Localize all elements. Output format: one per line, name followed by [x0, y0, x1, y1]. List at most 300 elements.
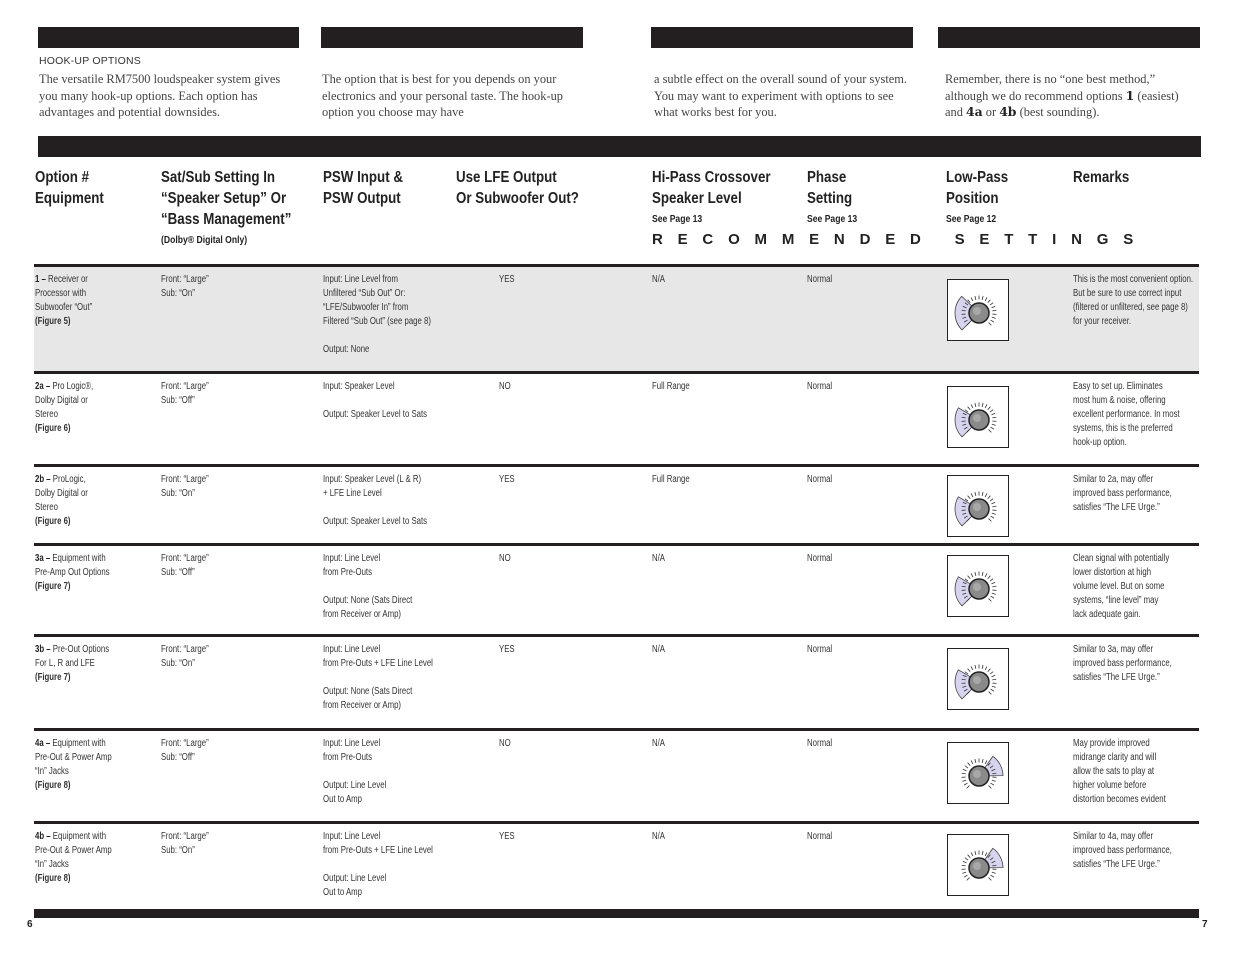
option-line — [35, 737, 112, 751]
remarks-cell-line: This is the most convenient option. — [1073, 274, 1194, 285]
knob-tick — [991, 502, 995, 504]
intro-text: or — [982, 105, 1000, 119]
footer-bar — [34, 909, 1199, 918]
lowpass-knob-diagram — [947, 742, 1009, 804]
header-text: Sat/Sub Setting In — [161, 169, 276, 186]
equipment-text: “In” Jacks — [35, 766, 69, 777]
psw-cell-line — [323, 580, 412, 594]
satsub-cell — [161, 830, 209, 858]
remarks-cell — [1073, 552, 1169, 622]
knob-tick — [982, 665, 983, 669]
satsub-cell-line: Front: “Large” — [161, 474, 209, 485]
satsub-cell — [161, 473, 209, 501]
knob-tick — [989, 430, 992, 433]
satsub-cell-line: Front: “Large” — [161, 553, 209, 564]
intro-col-4 — [945, 71, 1190, 121]
header-text: “Bass Management” — [161, 211, 292, 228]
intro-col-3: a subtle effect on the overall sound of your system. You may want to experiment with options to see what works best for you. — [654, 72, 908, 119]
knob-tick — [988, 669, 991, 672]
option-id: 3a – — [35, 553, 51, 564]
knob-tick — [971, 760, 973, 764]
psw-cell-line: Out to Amp — [323, 794, 363, 805]
figure-ref: (Figure 6) — [35, 423, 71, 434]
header-satsub — [161, 167, 291, 247]
phase-cell: Normal — [807, 831, 833, 842]
header-text: PSW Output — [323, 190, 401, 207]
knob-tick — [992, 310, 996, 311]
knob-tick — [985, 297, 987, 301]
knob-tick — [971, 493, 973, 497]
option-id: 2a – — [35, 381, 51, 392]
psw-cell-line: Filtered “Sub Out” (see page 8) — [323, 316, 431, 327]
phase-cell: Normal — [807, 738, 833, 749]
psw-cell-line: Output: None — [323, 344, 370, 355]
option-ref: 1 — [1125, 87, 1135, 103]
equipment-text: Subwoofer “Out” — [35, 302, 93, 313]
psw-cell — [323, 643, 433, 713]
psw-cell-line: Input: Line Level from — [323, 274, 399, 285]
remarks-cell-line: But be sure to use correct input — [1073, 288, 1182, 299]
psw-cell-line: from Pre-Outs + LFE Line Level — [323, 845, 433, 856]
psw-cell-line: + LFE Line Level — [323, 488, 382, 499]
option-cell — [35, 552, 110, 594]
knob-tick — [968, 496, 971, 499]
remarks-cell-line: Similar to 3a, may offer — [1073, 644, 1154, 655]
option-cell — [35, 830, 112, 886]
header-text: Speaker Level — [652, 190, 742, 207]
lfe-cell: YES — [499, 644, 515, 655]
header-text: Use LFE Output — [456, 169, 557, 186]
equipment-text: Processor with — [35, 288, 87, 299]
knob-tick — [967, 878, 970, 881]
knob-tick — [989, 878, 992, 881]
option-line — [35, 552, 110, 566]
psw-cell — [323, 552, 412, 622]
psw-cell-line: Output: Line Level — [323, 780, 387, 791]
lowpass-knob-diagram — [947, 648, 1009, 710]
remarks-cell — [1073, 830, 1172, 872]
knob-tick — [985, 404, 987, 408]
satsub-cell — [161, 273, 209, 301]
knob-tick — [962, 780, 966, 781]
figure-ref: (Figure 7) — [35, 581, 71, 592]
satsub-cell-line: Sub: “On” — [161, 288, 195, 299]
satsub-cell-line: Front: “Large” — [161, 644, 209, 655]
remarks-cell — [1073, 643, 1172, 685]
phase-cell: Normal — [807, 381, 833, 392]
psw-cell-line — [323, 671, 433, 685]
lowpass-knob-graphic — [948, 649, 1007, 708]
satsub-cell-line: Front: “Large” — [161, 738, 209, 749]
header-phase — [807, 167, 857, 226]
knob-tick — [962, 872, 966, 873]
psw-cell-line: “LFE/Subwoofer In” from — [323, 302, 409, 313]
satsub-cell-line: Sub: “Off” — [161, 752, 195, 763]
row-divider — [34, 821, 1199, 824]
knob-tick — [985, 666, 987, 670]
header-note: See Page 12 — [946, 214, 997, 225]
knob-tick — [975, 665, 976, 669]
option-id: 1 – — [35, 274, 46, 285]
header-bar-2 — [321, 27, 583, 48]
equipment-text: “In” Jacks — [35, 859, 69, 870]
knob-highlight — [973, 414, 981, 422]
option-id: 4b – — [35, 831, 51, 842]
knob-tick — [991, 783, 994, 785]
header-note: See Page 13 — [807, 214, 858, 225]
knob-tick — [982, 759, 983, 763]
header-bar-3 — [651, 27, 913, 48]
lowpass-knob-diagram — [947, 555, 1009, 617]
psw-cell-line: from Receiver or Amp) — [323, 700, 402, 711]
knob-tick — [971, 297, 973, 301]
phase-cell: Normal — [807, 644, 833, 655]
knob-tick — [971, 573, 973, 577]
remarks-cell-line: Similar to 2a, may offer — [1073, 474, 1154, 485]
psw-cell-line: Output: None (Sats Direct — [323, 595, 413, 606]
header-hipass — [652, 167, 771, 226]
equipment-text: Stereo — [35, 502, 58, 513]
header-text: Low-Pass — [946, 169, 1009, 186]
knob-tick — [989, 323, 992, 326]
remarks-cell-line: Clean signal with potentially — [1073, 553, 1170, 564]
remarks-cell-line: Easy to set up. Eliminates — [1073, 381, 1163, 392]
hipass-cell: Full Range — [652, 381, 690, 392]
phase-cell: Normal — [807, 274, 833, 285]
header-text: Phase — [807, 169, 847, 186]
hipass-cell: N/A — [652, 644, 666, 655]
remarks-cell-line: most hum & noise, offering — [1073, 395, 1166, 406]
option-cell — [35, 643, 109, 685]
psw-cell — [323, 473, 427, 529]
option-line — [35, 273, 92, 287]
intro-text: Remember, there is no “one best method,” although we do recommend options — [945, 72, 1156, 103]
psw-cell-line: Input: Speaker Level — [323, 381, 395, 392]
option-cell — [35, 737, 112, 793]
knob-tick — [988, 300, 991, 303]
header-text: Or Subwoofer Out? — [456, 190, 579, 207]
knob-tick — [985, 573, 987, 577]
knob-tick — [967, 786, 970, 789]
knob-tick — [990, 410, 993, 412]
psw-cell-line: Output: Line Level — [323, 873, 387, 884]
psw-cell — [323, 273, 431, 357]
hipass-cell: N/A — [652, 553, 666, 564]
psw-cell-line: Unfiltered “Sub Out” Or: — [323, 288, 406, 299]
header-text: Remarks — [1073, 169, 1130, 186]
knob-tick — [963, 861, 967, 863]
remarks-cell-line: volume level. But on some — [1073, 581, 1165, 592]
remarks-cell-line: higher volume before — [1073, 780, 1147, 791]
knob-tick — [991, 689, 994, 691]
hipass-cell: N/A — [652, 738, 666, 749]
equipment-text: Equipment with — [52, 553, 106, 564]
equipment-text: Equipment with — [52, 831, 107, 842]
remarks-cell — [1073, 380, 1180, 450]
psw-cell-line: Out to Amp — [323, 887, 363, 898]
hipass-cell: N/A — [652, 274, 666, 285]
equipment-text: Pro Logic®, — [52, 381, 94, 392]
knob-tick — [968, 407, 971, 410]
psw-cell-line: Output: Speaker Level to Sats — [323, 409, 428, 420]
figure-ref: (Figure 8) — [35, 873, 71, 884]
lowpass-knob-diagram — [947, 279, 1009, 341]
lowpass-knob-diagram — [947, 386, 1009, 448]
equipment-text: For L, R and LFE — [35, 658, 95, 669]
intro-text: (best sounding). — [1016, 105, 1100, 119]
remarks-cell-line: improved bass performance, — [1073, 845, 1172, 856]
remarks-cell-line: lack adequate gain. — [1073, 609, 1141, 620]
psw-cell — [323, 830, 433, 900]
knob-tick — [991, 427, 994, 429]
header-note: (Dolby® Digital Only) — [161, 235, 248, 246]
knob-tick — [991, 413, 995, 415]
remarks-cell-line: excellent performance. In most — [1073, 409, 1180, 420]
knob-tick — [985, 852, 987, 856]
psw-cell-line: Output: None (Sats Direct — [323, 686, 413, 697]
knob-tick — [968, 763, 971, 766]
table-title-bar — [38, 136, 1201, 157]
header-text: Position — [946, 190, 999, 207]
knob-tick — [992, 513, 996, 514]
satsub-cell-line: Sub: “On” — [161, 488, 195, 499]
knob-highlight — [973, 862, 981, 870]
knob-tick — [989, 786, 992, 789]
lowpass-knob-diagram — [947, 834, 1009, 896]
knob-tick — [975, 492, 976, 496]
knob-tick — [992, 424, 996, 425]
knob-tick — [992, 593, 996, 594]
knob-tick — [992, 780, 996, 781]
knob-tick — [971, 852, 973, 856]
psw-cell-line: from Receiver or Amp) — [323, 609, 402, 620]
header-text: Equipment — [35, 190, 104, 207]
header-bar-1 — [38, 27, 299, 48]
knob-tick — [992, 317, 996, 318]
intro-col-1: The versatile RM7500 loudspeaker system gives you many hook-up options. Each option has advantages and potential downsides. — [39, 72, 281, 119]
knob-tick — [982, 403, 983, 407]
psw-cell-line: Input: Speaker Level (L & R) — [323, 474, 422, 485]
knob-tick — [991, 516, 994, 518]
row-divider — [34, 543, 1199, 546]
header-text: Hi-Pass Crossover — [652, 169, 771, 186]
knob-tick — [963, 769, 967, 771]
knob-tick — [971, 404, 973, 408]
option-id: 4a – — [35, 738, 51, 749]
knob-tick — [975, 572, 976, 576]
hipass-cell: N/A — [652, 831, 666, 842]
knob-tick — [991, 675, 995, 677]
equipment-text: Receiver or — [48, 274, 88, 285]
knob-tick — [991, 582, 995, 584]
option-line — [35, 643, 109, 657]
lfe-cell: NO — [499, 381, 511, 392]
phase-cell: Normal — [807, 474, 833, 485]
knob-tick — [985, 760, 987, 764]
remarks-cell — [1073, 737, 1166, 807]
satsub-cell-line: Front: “Large” — [161, 831, 209, 842]
knob-tick — [992, 417, 996, 418]
psw-cell-line: from Pre-Outs + LFE Line Level — [323, 658, 433, 669]
knob-tick — [992, 679, 996, 680]
remarks-cell-line: midrange clarity and will — [1073, 752, 1157, 763]
equipment-text: Pre-Out & Power Amp — [35, 752, 112, 763]
psw-cell-line — [323, 858, 433, 872]
lfe-cell: NO — [499, 738, 511, 749]
intro-col-2: The option that is best for you depends on your electronics and your personal taste. The hook-up option you choose may have — [322, 72, 563, 119]
lowpass-knob-graphic — [948, 387, 1007, 446]
option-cell — [35, 273, 92, 329]
header-text: PSW Input & — [323, 169, 403, 186]
knob-tick — [992, 872, 996, 873]
satsub-cell-line: Sub: “On” — [161, 845, 195, 856]
remarks-cell-line: (filtered or unfiltered, see page 8) — [1073, 302, 1188, 313]
remarks-cell-line: improved bass performance, — [1073, 488, 1172, 499]
header-note: See Page 13 — [652, 214, 703, 225]
lfe-cell: YES — [499, 474, 515, 485]
remarks-cell-line: allow the sats to play at — [1073, 766, 1155, 777]
remarks-cell — [1073, 273, 1193, 329]
remarks-cell-line: systems, this is the preferred — [1073, 423, 1173, 434]
psw-cell-line — [323, 329, 431, 343]
knob-tick — [975, 403, 976, 407]
knob-tick — [965, 766, 968, 768]
satsub-cell-line: Sub: “Off” — [161, 567, 195, 578]
psw-cell-line: Input: Line Level — [323, 831, 381, 842]
hipass-cell: Full Range — [652, 474, 690, 485]
knob-highlight — [973, 307, 981, 315]
satsub-cell-line: Front: “Large” — [161, 274, 209, 285]
knob-tick — [971, 666, 973, 670]
knob-tick — [982, 851, 983, 855]
option-line — [35, 473, 88, 487]
option-ref: 4a — [966, 104, 983, 119]
equipment-text: Pre-Amp Out Options — [35, 567, 110, 578]
row-highlight — [34, 267, 1199, 371]
figure-ref: (Figure 8) — [35, 780, 71, 791]
option-line — [35, 380, 93, 394]
remarks-cell-line: distortion becomes evident — [1073, 794, 1166, 805]
knob-tick — [990, 303, 993, 305]
knob-tick — [989, 519, 992, 522]
knob-tick — [992, 586, 996, 587]
knob-tick — [975, 759, 976, 763]
option-id: 2b – — [35, 474, 51, 485]
knob-highlight — [973, 770, 981, 778]
section-label: HOOK-UP OPTIONS — [39, 55, 141, 67]
psw-cell-line — [323, 765, 386, 779]
figure-ref: (Figure 5) — [35, 316, 71, 327]
header-bar-4 — [938, 27, 1200, 48]
header-text: Option # — [35, 169, 90, 186]
lowpass-knob-graphic — [948, 835, 1007, 894]
lfe-cell: YES — [499, 274, 515, 285]
option-cell — [35, 473, 88, 529]
lfe-cell: YES — [499, 831, 515, 842]
knob-highlight — [973, 676, 981, 684]
header-psw — [323, 167, 403, 209]
psw-cell-line — [323, 394, 427, 408]
knob-tick — [992, 506, 996, 507]
option-cell — [35, 380, 93, 436]
remarks-cell-line: satisfies “The LFE Urge.” — [1073, 672, 1160, 683]
equipment-text: Pre-Out Options — [52, 644, 110, 655]
knob-tick — [991, 320, 994, 322]
psw-cell — [323, 737, 386, 807]
knob-tick — [990, 499, 993, 501]
knob-highlight — [973, 583, 981, 591]
remarks-cell-line: hook-up option. — [1073, 437, 1127, 448]
remarks-cell-line: satisfies “The LFE Urge.” — [1073, 502, 1160, 513]
equipment-text: Pre-Out & Power Amp — [35, 845, 112, 856]
knob-tick — [975, 851, 976, 855]
psw-cell-line: Input: Line Level — [323, 553, 381, 564]
remarks-cell-line: May provide improved — [1073, 738, 1150, 749]
lowpass-knob-graphic — [948, 280, 1007, 339]
knob-tick — [990, 672, 993, 674]
remarks-cell-line: Similar to 4a, may offer — [1073, 831, 1154, 842]
lowpass-knob-graphic — [948, 476, 1007, 535]
knob-tick — [962, 865, 966, 866]
knob-tick — [982, 492, 983, 496]
header-text: “Speaker Setup” Or — [161, 190, 287, 207]
page-number-left: 6 — [27, 919, 33, 930]
option-ref: 4b — [999, 104, 1017, 119]
psw-cell-line: from Pre-Outs — [323, 567, 372, 578]
satsub-cell-line: Sub: “On” — [161, 658, 195, 669]
knob-tick — [991, 875, 994, 877]
equipment-text: Dolby Digital or — [35, 395, 88, 406]
intro-text: (easiest) and — [945, 88, 1179, 119]
satsub-cell-line: Front: “Large” — [161, 381, 209, 392]
knob-tick — [991, 306, 995, 308]
lowpass-knob-graphic — [948, 556, 1007, 615]
page-number-right: 7 — [1202, 919, 1208, 930]
knob-tick — [964, 875, 967, 877]
header-remarks — [1073, 167, 1129, 188]
knob-tick — [964, 783, 967, 785]
psw-cell-line: Input: Line Level — [323, 738, 381, 749]
remarks-cell-line: satisfies “The LFE Urge.” — [1073, 859, 1160, 870]
remarks-cell-line: improved bass performance, — [1073, 658, 1172, 669]
figure-ref: (Figure 6) — [35, 516, 71, 527]
knob-tick — [992, 686, 996, 687]
knob-tick — [988, 576, 991, 579]
equipment-text: Equipment with — [52, 738, 106, 749]
equipment-text: Dolby Digital or — [35, 488, 88, 499]
knob-tick — [968, 669, 971, 672]
remarks-cell-line: for your receiver. — [1073, 316, 1132, 327]
knob-tick — [968, 855, 971, 858]
psw-cell-line: Output: Speaker Level to Sats — [323, 516, 428, 527]
recommended-settings-label: RECOMMENDED SETTINGS — [652, 231, 1149, 248]
knob-tick — [975, 296, 976, 300]
knob-tick — [988, 407, 991, 410]
option-id: 3b – — [35, 644, 51, 655]
row-divider — [34, 371, 1199, 374]
knob-tick — [988, 496, 991, 499]
psw-cell — [323, 380, 427, 422]
row-divider — [34, 464, 1199, 467]
knob-tick — [968, 576, 971, 579]
knob-tick — [990, 579, 993, 581]
lowpass-knob-graphic — [948, 743, 1007, 802]
knob-tick — [985, 493, 987, 497]
psw-cell-line: from Pre-Outs — [323, 752, 372, 763]
row-divider — [34, 728, 1199, 731]
lowpass-knob-diagram — [947, 475, 1009, 537]
knob-tick — [965, 858, 968, 860]
